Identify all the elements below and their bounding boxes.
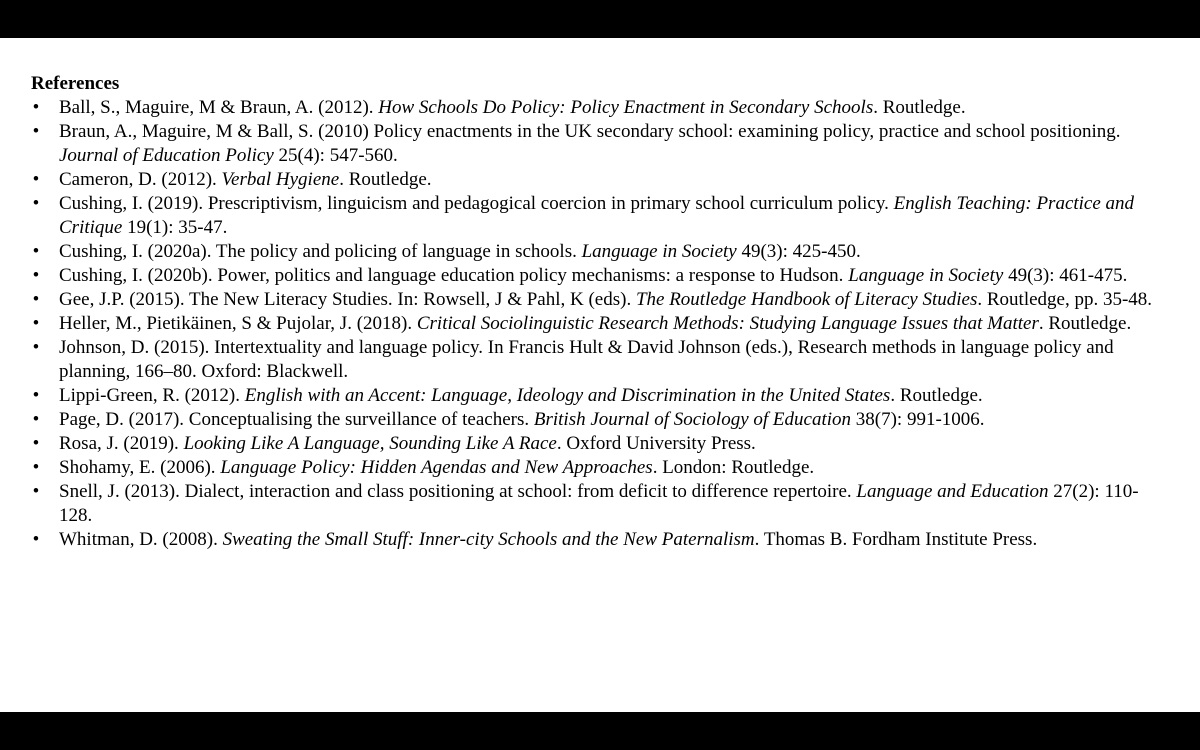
bullet-icon: • (32, 265, 40, 286)
bullet-icon: • (32, 385, 40, 406)
references-section (31, 72, 1166, 552)
bullet-icon: • (32, 313, 40, 334)
reference-item: • Cushing, I. (2020b). Power, politics and language education policy mechanisms: a response to Hudson. Language in Society 49(3): 461-475. (32, 265, 1128, 286)
reference-item: • Gee, J.P. (2015). The New Literacy Studies. In: Rowsell, J & Pahl, K (eds). The Routledge Handbook of Literacy Studies. Routledge, pp. 35-48. (32, 289, 1153, 310)
reference-item: • Lippi-Green, R. (2012). English with an Accent: Language, Ideology and Discrimination in the United States. Routledge. (32, 385, 983, 406)
reference-item: • Heller, M., Pietikäinen, S & Pujolar, J. (2018). Critical Sociolinguistic Research Methods: Studying Language Issues that Matter. Routledge. (32, 313, 1132, 334)
reference-list (31, 96, 1166, 552)
bullet-icon: • (32, 481, 40, 502)
reference-item: • Whitman, D. (2008). Sweating the Small Stuff: Inner-city Schools and the New Paternalism. Thomas B. Fordham Institute Press. (32, 529, 1038, 550)
reference-item: • Page, D. (2017). Conceptualising the surveillance of teachers. British Journal of Sociology of Education 38(7): 991-1006. (32, 409, 985, 430)
reference-item: • Cameron, D. (2012). Verbal Hygiene. Routledge. (32, 169, 432, 190)
letterbox-bottom (0, 712, 1200, 750)
bullet-icon: • (32, 433, 40, 454)
reference-item: • Rosa, J. (2019). Looking Like A Language, Sounding Like A Race. Oxford University Press. (32, 433, 756, 454)
references-heading: References (31, 73, 120, 94)
bullet-icon: • (32, 97, 40, 118)
bullet-icon: • (32, 193, 40, 214)
reference-item: • Shohamy, E. (2006). Language Policy: Hidden Agendas and New Approaches. London: Routledge. (32, 457, 815, 478)
bullet-icon: • (32, 169, 40, 190)
bullet-icon: • (32, 121, 40, 142)
bullet-icon: • (32, 337, 40, 358)
slide (0, 38, 1200, 712)
reference-item: • Cushing, I. (2019). Prescriptivism, linguicism and pedagogical coercion in primary school curriculum policy. English Teaching: Practice and Critique 19(1): 35-47. (32, 193, 1135, 238)
bullet-icon: • (32, 241, 40, 262)
reference-item: • Cushing, I. (2020a). The policy and policing of language in schools. Language in Society 49(3): 425-450. (32, 241, 861, 262)
bullet-icon: • (32, 457, 40, 478)
reference-item: • Ball, S., Maguire, M & Braun, A. (2012). How Schools Do Policy: Policy Enactment in Secondary Schools. Routledge. (32, 97, 966, 118)
reference-item: • Johnson, D. (2015). Intertextuality and language policy. In Francis Hult & David Johnson (eds.), Research methods in language policy and planning, 166–80. Oxford: Blackwell. (32, 337, 1114, 382)
reference-item: • Braun, A., Maguire, M & Ball, S. (2010) Policy enactments in the UK secondary school: examining policy, practice and school positioning. Journal of Education Policy 25(4): 547-560. (32, 121, 1121, 166)
bullet-icon: • (32, 409, 40, 430)
bullet-icon: • (32, 289, 40, 310)
bullet-icon: • (32, 529, 40, 550)
reference-item: • Snell, J. (2013). Dialect, interaction and class positioning at school: from deficit to difference repertoire. Language and Education 27(2): 110-128. (32, 481, 1139, 526)
letterbox-top (0, 0, 1200, 38)
